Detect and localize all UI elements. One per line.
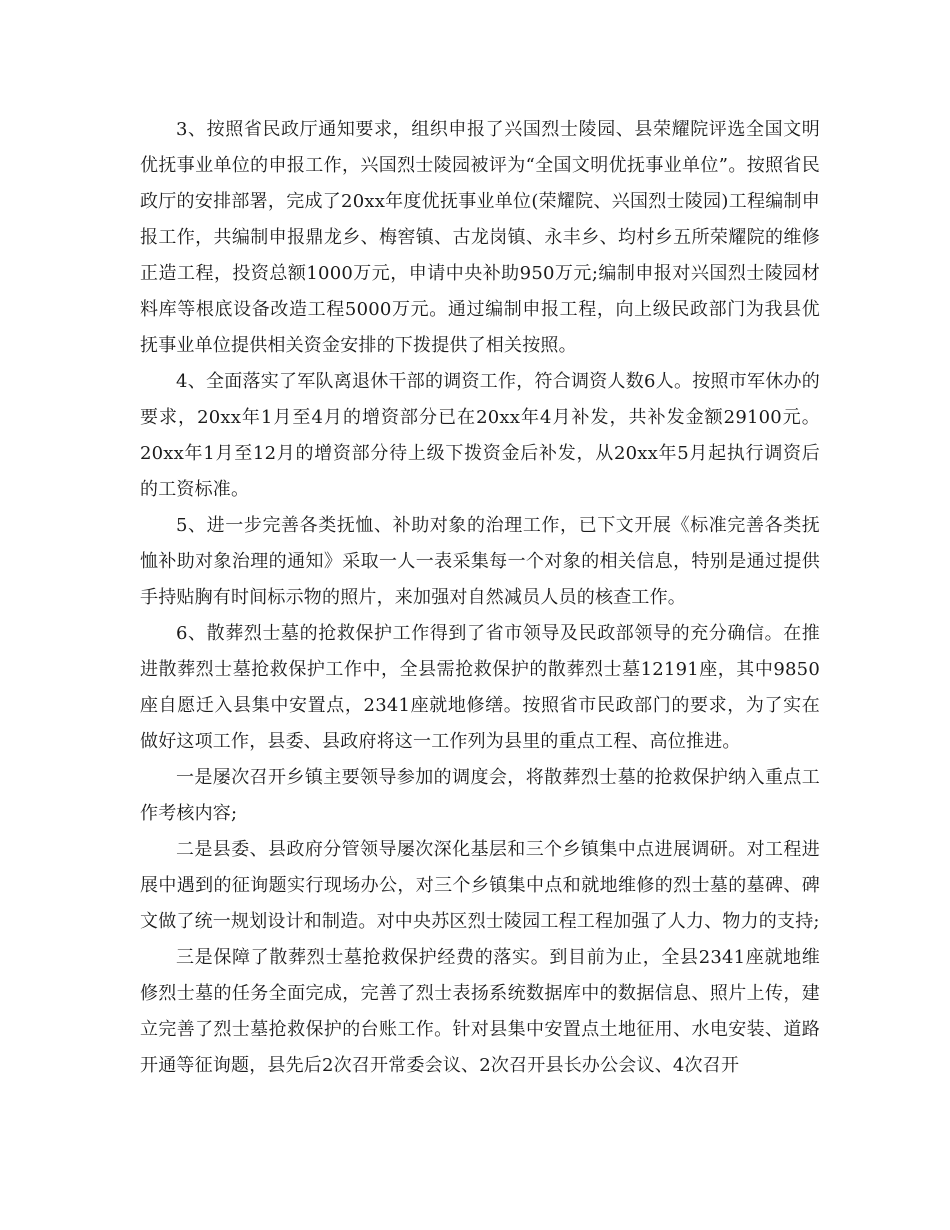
paragraph-item-three: 三是保障了散葬烈士墓抢救保护经费的落实。到目前为止，全县2341座就地维修烈士墓的任务全面完成，完善了烈士表扬系统数据库中的数据信息、照片上传，建立完善了烈士墓抢救保护的台账工作。针对县集中安置点土地征用、水电安装、道路开通等征询题，县先后2次召开常委会议、2次召开县长办公会议、4次召开 xyxy=(140,947,820,1076)
paragraph-item-two: 二是县委、县政府分管领导屡次深化基层和三个乡镇集中点进展调研。对工程进展中遇到的征询题实行现场办公，对三个乡镇集中点和就地维修的烈士墓的墓碑、碑文做了统一规划设计和制造。对中央苏区烈士陵园工程工程加强了人力、物力的支持; xyxy=(140,839,820,932)
document-body xyxy=(140,112,820,1084)
paragraph-6-martyr-tombs: 6、散葬烈士墓的抢救保护工作得到了省市领导及民政部领导的充分确信。在推进散葬烈士墓抢救保护工作中，全县需抢救保护的散葬烈士墓12191座，其中9850座自愿迁入县集中安置点，2341座就地修缮。按照省市民政部门的要求，为了实在做好这项工作，县委、县政府将这一工作列为县里的重点工程、高位推进。 xyxy=(140,623,820,752)
paragraph-5-pension-management: 5、进一步完善各类抚恤、补助对象的治理工作，已下文开展《标准完善各类抚恤补助对象治理的通知》采取一人一表采集每一个对象的相关信息，特别是通过提供手持贴胸有时间标示物的照片，来加强对自然减员人员的核查工作。 xyxy=(140,515,820,608)
paragraph-4-retired-cadres: 4、全面落实了军队离退休干部的调资工作，符合调资人数6人。按照市军休办的要求，20xx年1月至4月的增资部分已在20xx年4月补发，共补发金额29100元。20xx年1月至12月的增资部分待上级下拨资金后补发，从20xx年5月起执行调资后的工资标准。 xyxy=(140,371,820,500)
paragraph-item-one: 一是屡次召开乡镇主要领导参加的调度会，将散葬烈士墓的抢救保护纳入重点工作考核内容; xyxy=(140,767,820,824)
paragraph-3-preferential-units: 3、按照省民政厅通知要求，组织申报了兴国烈士陵园、县荣耀院评选全国文明优抚事业单位的申报工作，兴国烈士陵园被评为“全国文明优抚事业单位”。按照省民政厅的安排部署，完成了20xx年度优抚事业单位(荣耀院、兴国烈士陵园)工程编制申报工作，共编制申报鼎龙乡、梅窖镇、古龙岗镇、永丰乡、均村乡五所荣耀院的维修正造工程，投资总额1000万元，申请中央补助950万元;编制申报对兴国烈士陵园材料库等根底设备改造工程5000万元。通过编制申报工程，向上级民政部门为我县优抚事业单位提供相关资金安排的下拨提供了相关按照。 xyxy=(140,119,820,356)
